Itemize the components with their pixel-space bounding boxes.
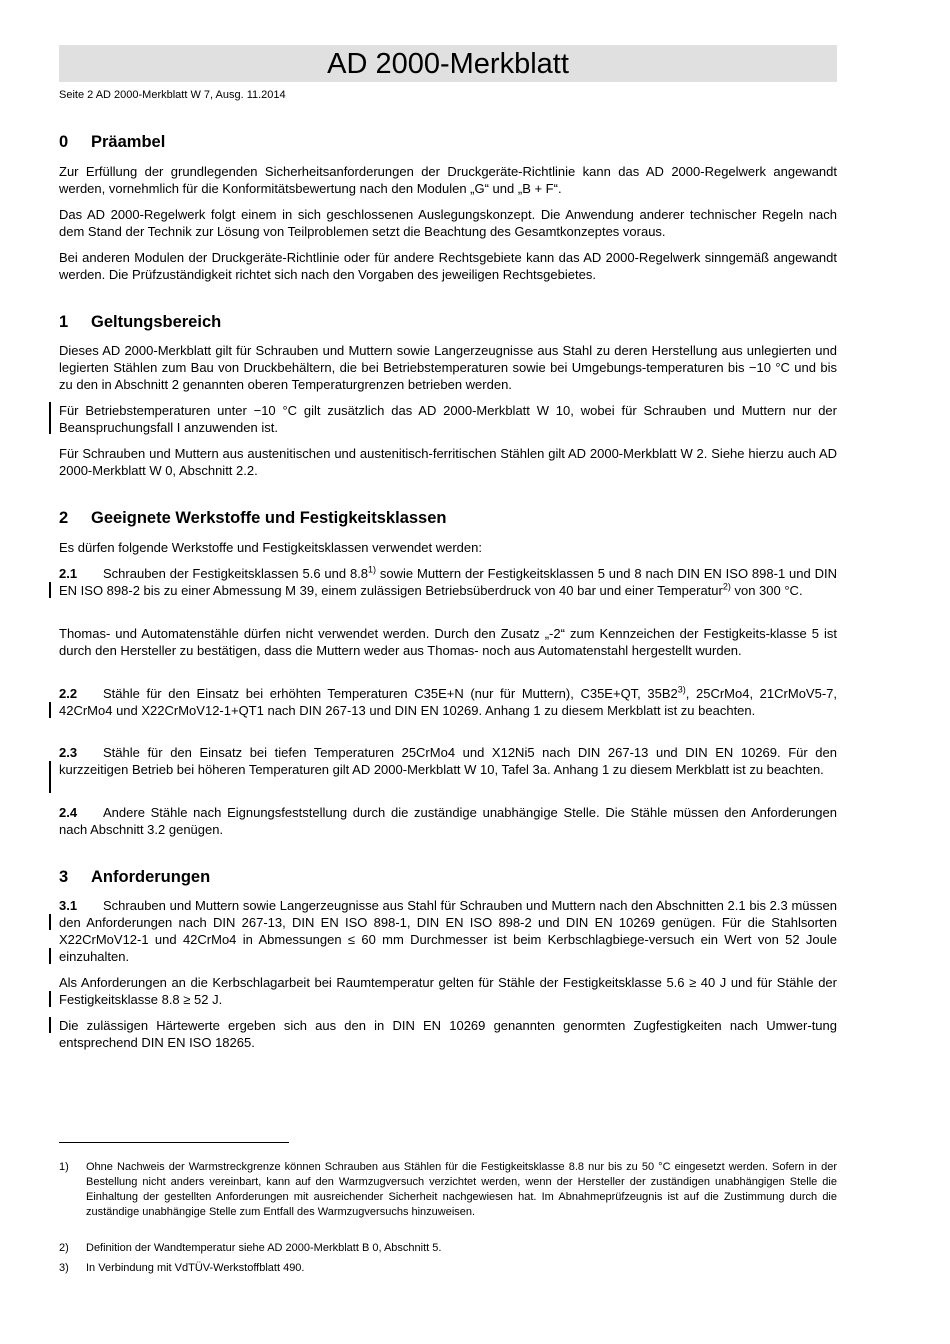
section-3-paragraph-3: Die zulässigen Härtewerte ergeben sich aus den in DIN EN 10269 genannten genormten Zugfestigkeiten nach Umwer-tung entsprechend DIN EN ISO 18265. — [59, 1018, 837, 1050]
footnote-1-number: 1) — [59, 1161, 69, 1173]
footnote-separator — [59, 1142, 289, 1143]
section-1-heading — [59, 313, 221, 332]
footnote-3-number: 3) — [59, 1262, 69, 1274]
section-3-number: 3 — [59, 868, 69, 886]
change-bar — [49, 948, 51, 964]
item-2-2-text-b: , 25CrMo4, 21CrMoV5-7, 42CrMo4 und X22CrMoV12-1+QT1 nach DIN 267-13 und DIN EN 10269. Anhang 1 zu diesem Merkblatt ist zu beachten. — [59, 686, 837, 718]
item-2-3 — [59, 744, 837, 778]
document-title-banner: AD 2000-Merkblatt — [59, 45, 837, 82]
page-reference: Seite 2 AD 2000-Merkblatt W 7, Ausg. 11.2014 — [59, 89, 286, 101]
item-2-1-number: 2.1 — [59, 566, 78, 581]
item-3-1-text: Schrauben und Muttern sowie Langerzeugnisse aus Stahl für Schrauben und Muttern nach den Abschnitten 2.1 bis 2.3 müssen den Anforderungen nach DIN 267-13, DIN EN ISO 898-1, DIN EN ISO 898-2 und DIN EN 10269 genügen. Für die Stahlsorten X22CrMoV12-1 und 42CrMo4 in Abmessungen ≤ 60 mm Durchmesser ist beim Kerbschlagbiege-versuch ein Wert von 52 Joule einzuhalten. — [59, 898, 837, 964]
item-2-4-number: 2.4 — [59, 805, 78, 820]
section-3-heading — [59, 868, 210, 887]
change-bar — [49, 991, 51, 1007]
footnote-2-number: 2) — [59, 1242, 69, 1254]
section-2-intro: Es dürfen folgende Werkstoffe und Festigkeitsklassen verwendet werden: — [59, 540, 482, 555]
section-0-heading — [59, 133, 165, 152]
section-1-title: Geltungsbereich — [91, 313, 222, 331]
footnote-1-text: Ohne Nachweis der Warmstreckgrenze können Schrauben aus Stählen für die Festigkeitsklasse 8.8 nur bis zu 50 °C eingesetzt werden. Sofern in der Bestellung nicht anders vereinbart, kann auf den Warmzugversuch verzichtet werden, wenn der Hersteller der zuständigen unabhängigen Stelle die Einhaltung der gestellten Anforderungen mit ausreichender Sicherheit nachgewiesen hat. Im Abnahmeprüfzeugnis ist auf die Zustimmung durch die zuständige unabhängige Stelle zum Entfall des Warmzugversuchs hinzuweisen. — [86, 1161, 837, 1218]
section-2-heading — [59, 509, 446, 528]
item-2-1-text-a: Schrauben der Festigkeitsklassen 5.6 und 8.8 — [103, 566, 369, 581]
section-0-number: 0 — [59, 133, 69, 151]
section-1-paragraph-1: Dieses AD 2000-Merkblatt gilt für Schrauben und Muttern sowie Langerzeugnisse aus Stahl zu deren Herstellung aus unlegierten und legierten Stählen zum Bau von Druckbehältern, die bei Betriebstemperaturen sowie bei Umgebungs-temperaturen bis −10 °C und bis zu den in Abschnitt 2 genannten oberen Temperaturgrenzen betrieben werden. — [59, 343, 837, 392]
item-2-4-text: Andere Stähle nach Eignungsfeststellung durch die zuständige unabhängige Stelle. Die Stähle müssen den Anforderungen nach Abschnitt 3.2 genügen. — [59, 805, 837, 837]
item-2-1 — [59, 565, 837, 599]
section-3-title: Anforderungen — [91, 868, 211, 886]
section-0-paragraph-1: Zur Erfüllung der grundlegenden Sicherheitsanforderungen der Druckgeräte-Richtlinie kann das AD 2000-Regelwerk angewandt werden, vornehmlich für die Konformitätsbewertung nach den Modulen „G“ und „B + F“. — [59, 164, 837, 196]
section-1-number: 1 — [59, 313, 69, 331]
section-0-title: Präambel — [91, 133, 166, 151]
footnote-1 — [59, 1160, 837, 1220]
footnote-3-text: In Verbindung mit VdTÜV-Werkstoffblatt 490. — [86, 1262, 305, 1274]
change-bar — [49, 1017, 51, 1033]
section-3-paragraph-2: Als Anforderungen an die Kerbschlagarbeit bei Raumtemperatur gelten für Stähle der Festigkeitsklasse 5.6 ≥ 40 J und für Stähle der Festigkeitsklasse 8.8 ≥ 52 J. — [59, 975, 837, 1007]
footnote-2 — [59, 1241, 837, 1256]
change-bar — [49, 402, 51, 434]
footnote-ref-3: 3) — [677, 684, 686, 695]
section-1-paragraph-3: Für Schrauben und Muttern aus austenitischen und austenitisch-ferritischen Stählen gilt AD 2000-Merkblatt W 2. Siehe hierzu auch AD 2000-Merkblatt W 0, Abschnitt 2.2. — [59, 446, 837, 478]
item-2-1-text-b: sowie Muttern der Festigkeitsklassen 5 und 8 nach DIN EN ISO 898-1 und DIN EN ISO 898-2 bis zu einer Abmessung M 39, einem zulässigen Betriebsüberdruck von 40 bar und einer Temperatur — [59, 566, 837, 598]
section-1-paragraph-2: Für Betriebstemperaturen unter −10 °C gilt zusätzlich das AD 2000-Merkblatt W 10, wobei für Schrauben und Muttern nur der Beanspruchungsfall I anzuwenden ist. — [59, 403, 837, 435]
section-0-paragraph-3: Bei anderen Modulen der Druckgeräte-Richtlinie oder für andere Rechtsgebiete kann das AD 2000-Regelwerk sinngemäß angewandt werden. Die Prüfzuständigkeit richtet sich nach den Vorgaben des jeweiligen Rechtsgebietes. — [59, 250, 837, 282]
footnote-3 — [59, 1261, 837, 1276]
item-3-1-number: 3.1 — [59, 898, 78, 913]
section-2-number: 2 — [59, 509, 69, 527]
item-2-1-text-c: von 300 °C. — [730, 583, 803, 598]
section-0-paragraph-2: Das AD 2000-Regelwerk folgt einem in sich geschlossenen Auslegungskonzept. Die Anwendung anderer technischer Regeln nach dem Stand der Technik zur Lösung von Teilproblemen setzt die Beachtung des Gesamtkonzeptes voraus. — [59, 207, 837, 239]
item-2-2-text-a: Stähle für den Einsatz bei erhöhten Temperaturen C35E+N (nur für Muttern), C35E+QT, 35B2 — [103, 686, 678, 701]
item-2-2 — [59, 685, 837, 719]
change-bar — [49, 582, 51, 598]
item-2-2-number: 2.2 — [59, 686, 78, 701]
change-bar — [49, 761, 51, 793]
paragraph-thomas-steels: Thomas- und Automatenstähle dürfen nicht verwendet werden. Durch den Zusatz „-2“ zum Kennzeichen der Festigkeits-klasse 5 ist durch den Hersteller zu bestätigen, dass die Muttern weder aus Thomas- noch aus Automatenstahl hergestellt wurden. — [59, 626, 837, 658]
footnote-ref-2: 2) — [722, 581, 731, 592]
item-3-1 — [59, 897, 837, 965]
item-2-3-number: 2.3 — [59, 745, 78, 760]
item-2-3-text: Stähle für den Einsatz bei tiefen Temperaturen 25CrMo4 und X12Ni5 nach DIN 267-13 und DIN EN 10269. Für den kurzzeitigen Betrieb bei höheren Temperaturen gilt AD 2000-Merkblatt W 10, Tafel 3a. Anhang 1 zu diesem Merkblatt ist zu beachten. — [59, 745, 837, 777]
section-2-title: Geeignete Werkstoffe und Festigkeitsklassen — [91, 509, 447, 527]
item-2-4 — [59, 804, 837, 838]
change-bar — [49, 702, 51, 718]
footnote-ref-1: 1) — [368, 564, 377, 575]
footnote-2-text: Definition der Wandtemperatur siehe AD 2000-Merkblatt B 0, Abschnitt 5. — [86, 1242, 442, 1254]
change-bar — [49, 914, 51, 930]
